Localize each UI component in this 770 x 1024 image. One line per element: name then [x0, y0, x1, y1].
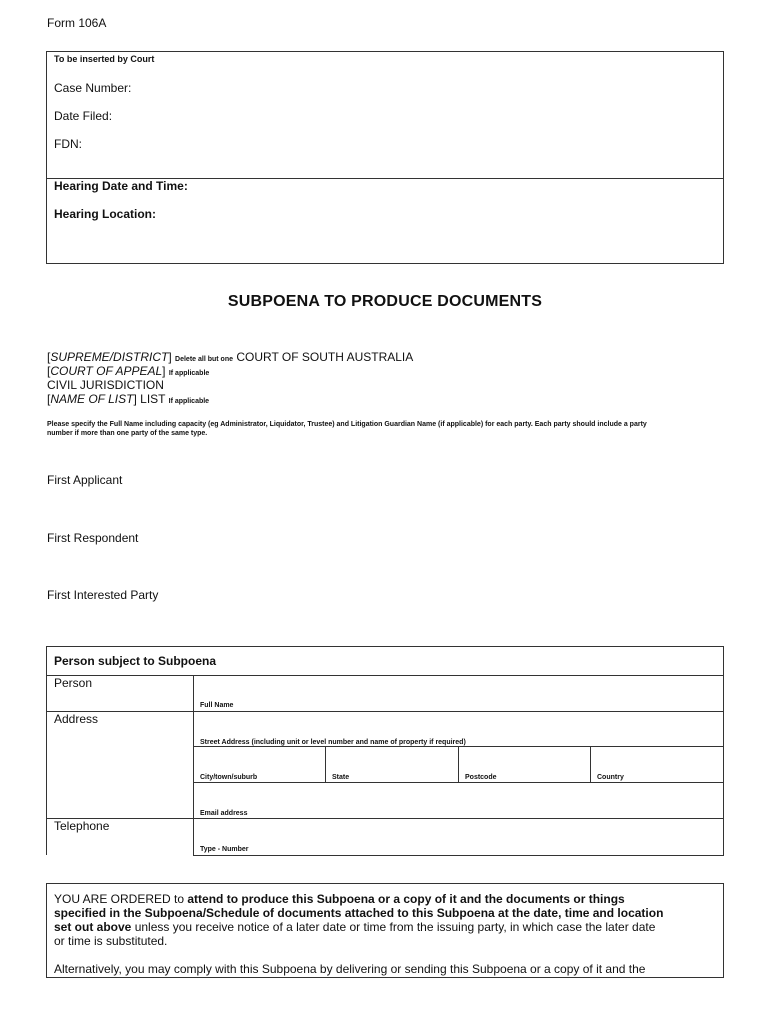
full-name-label: Full Name — [200, 702, 234, 709]
court-line-1: [SUPREME/DISTRICT] Delete all but one COURT OF SOUTH AUSTRALIA — [47, 350, 414, 364]
court-line-4-note: If applicable — [168, 398, 210, 405]
table-right-border — [723, 646, 724, 855]
court-line-1-bracket: SUPREME/DISTRICT — [50, 350, 169, 364]
hearing-location-label: Hearing Location: — [54, 207, 157, 221]
court-use-box — [46, 51, 724, 264]
email-label: Email address — [200, 810, 248, 817]
city-label: City/town/suburb — [200, 774, 258, 781]
court-line-2: [COURT OF APPEAL] If applicable — [47, 364, 210, 378]
order-line-3-rest: unless you receive notice of a later date or time from the issuing party, in which case the later date — [131, 920, 656, 934]
country-label: Country — [597, 774, 624, 781]
hearing-date-label: Hearing Date and Time: — [54, 179, 188, 193]
court-box-heading: To be inserted by Court — [54, 54, 155, 64]
order-paragraph-2: Alternatively, you may comply with this Subpoena by delivering or sending this Subpoena or a copy of it and the — [54, 962, 646, 976]
first-interested-party-label: First Interested Party — [47, 588, 159, 602]
email-field[interactable] — [194, 783, 723, 818]
person-label: Person — [54, 676, 93, 690]
order-intro: YOU ARE ORDERED to — [54, 892, 188, 906]
table-left-border — [46, 646, 47, 855]
order-line-4: or time is substituted. — [54, 934, 168, 948]
court-line-2-note: If applicable — [168, 370, 210, 377]
order-bold-line-3: set out above — [54, 920, 132, 934]
first-respondent-label: First Respondent — [47, 531, 139, 545]
court-line-4-text: LIST — [140, 392, 166, 406]
subpoena-table-header: Person subject to Subpoena — [54, 654, 217, 668]
order-bold-line-2: specified in the Subpoena/Schedule of documents attached to this Subpoena at the date, time and location — [54, 906, 664, 920]
court-line-1-text: COURT OF SOUTH AUSTRALIA — [236, 350, 414, 364]
table-bottom-border — [193, 855, 724, 856]
first-applicant-label: First Applicant — [47, 473, 123, 487]
full-name-field[interactable] — [194, 675, 723, 711]
state-label: State — [332, 774, 350, 781]
party-instruction-line-2: number if more than one party of the same type. — [47, 430, 208, 437]
court-line-3: CIVIL JURISDICTION — [47, 378, 164, 392]
court-line-2-bracket: COURT OF APPEAL — [50, 364, 163, 378]
address-label: Address — [54, 712, 99, 726]
table-top-border — [46, 646, 724, 647]
order-bold-line-1: attend to produce this Subpoena or a copy of it and the documents or things — [187, 892, 625, 906]
court-line-4-bracket: NAME OF LIST — [50, 392, 134, 406]
fdn-label: FDN: — [54, 137, 82, 151]
case-number-label: Case Number: — [54, 81, 132, 95]
form-number: Form 106A — [47, 16, 107, 30]
postcode-label: Postcode — [465, 774, 497, 781]
telephone-field[interactable] — [194, 819, 723, 854]
street-address-label: Street Address (including unit or level number and name of property if required) — [200, 739, 466, 746]
page-title: SUBPOENA TO PRODUCE DOCUMENTS — [227, 293, 543, 310]
order-paragraph-1 — [54, 892, 718, 948]
type-number-label: Type - Number — [200, 846, 249, 853]
telephone-label: Telephone — [54, 819, 110, 833]
party-instruction-line-1: Please specify the Full Name including capacity (eg Administrator, Liquidator, Trustee) and Litigation Guardian Name (if applicable) for each party. Each party should include a party — [47, 421, 647, 428]
date-filed-label: Date Filed: — [54, 109, 113, 123]
court-line-4: [NAME OF LIST] LIST If applicable — [47, 392, 210, 406]
court-line-1-note: Delete all but one — [175, 356, 233, 363]
